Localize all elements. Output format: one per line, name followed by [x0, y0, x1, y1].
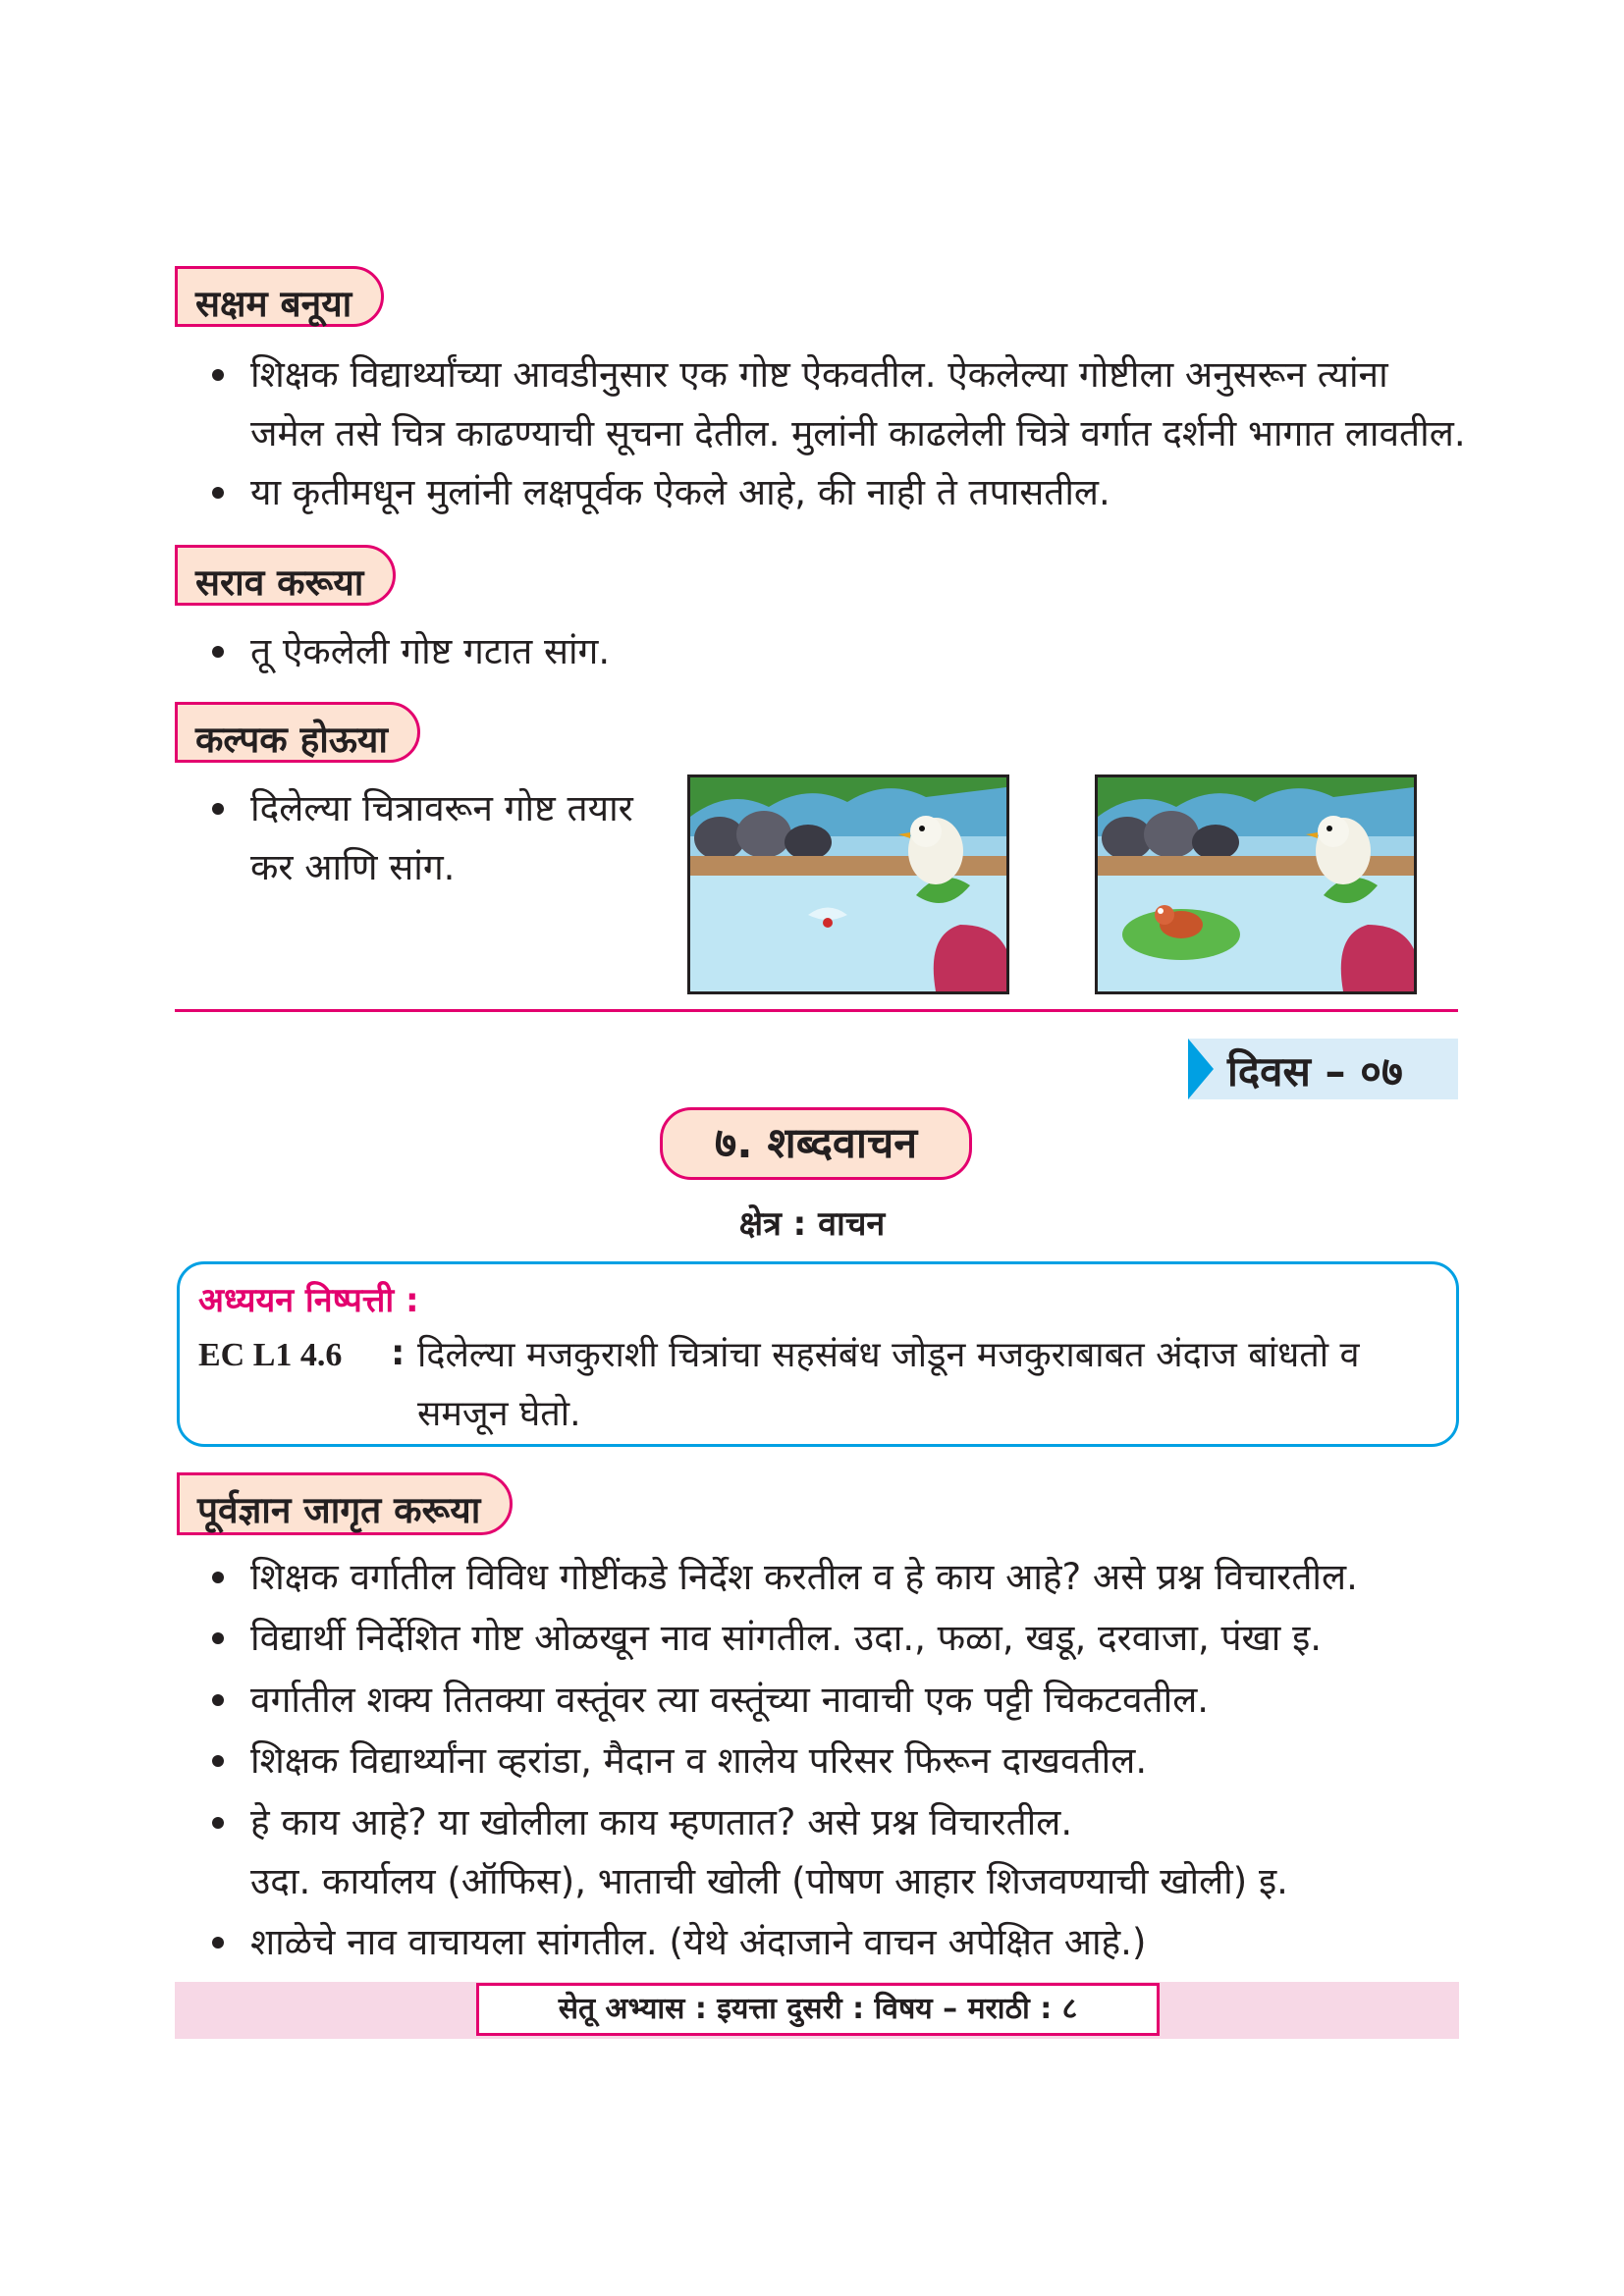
section-heading-purvadnyan: पूर्वज्ञान जागृत करूया	[177, 1472, 513, 1535]
bullet-dot	[212, 803, 224, 815]
day-badge-label: दिवस – ०७	[1227, 1047, 1403, 1095]
outcome-text-line1: दिलेल्या मजकुराशी चित्रांचा सहसंबंध जोडून मजकुराबाबत अंदाज बांधतो व	[417, 1335, 1360, 1375]
section4-bullet4: शिक्षक विद्यार्थ्यांना व्हरांडा, मैदान व शालेय परिसर फिरून दाखवतील.	[250, 1739, 1148, 1782]
section1-bullet1-line2: जमेल तसे चित्र काढण्याची सूचना देतील. मुलांनी काढलेली चित्रे वर्गात दर्शनी भागात लावतील.	[250, 412, 1466, 454]
section4-bullet6: शाळेचे नाव वाचायला सांगतील. (येथे अंदाजाने वाचन अपेक्षित आहे.)	[250, 1921, 1147, 1963]
section1-bullet1-line1: शिक्षक विद्यार्थ्यांच्या आवडीनुसार एक गोष्ट ऐकवतील. ऐकलेल्या गोष्टीला अनुसरून त्यांना	[250, 353, 1388, 396]
story-picture-ant-on-leaf	[1095, 774, 1417, 994]
bullet-dot	[212, 369, 224, 381]
section-heading-saksham: सक्षम बनूया	[175, 266, 384, 327]
bullet-dot	[212, 1937, 224, 1949]
story-picture-bird-and-ant-in-water	[687, 774, 1009, 994]
footer-label: सेतू अभ्यास : इयत्ता दुसरी : विषय – मराठी : ८	[476, 1983, 1160, 2036]
bullet-dot	[212, 646, 224, 658]
section3-bullet1-line2: कर आणि सांग.	[250, 846, 456, 888]
bullet-dot	[212, 1632, 224, 1644]
bullet-dot	[212, 1755, 224, 1767]
outcome-code: EC L1 4.6	[198, 1337, 343, 1373]
section4-bullet3: वर्गातील शक्य तितक्या वस्तूंवर त्या वस्तूंच्या नावाची एक पट्टी चिकटवतील.	[250, 1679, 1210, 1721]
section3-bullet1-line1: दिलेल्या चित्रावरून गोष्ट तयार	[250, 787, 633, 829]
outcome-text-line2: समजून घेतो.	[417, 1394, 581, 1434]
section4-bullet2: विद्यार्थी निर्देशित गोष्ट ओळखून नाव सांगतील. उदा., फळा, खडू, दरवाजा, पंखा इ.	[250, 1617, 1323, 1659]
chapter-title: ७. शब्दवाचन	[660, 1107, 972, 1180]
bullet-dot	[212, 1572, 224, 1583]
section-heading-sarav: सराव करूया	[175, 545, 396, 606]
bullet-dot	[212, 1817, 224, 1829]
day-badge-arrow-icon	[1188, 1039, 1214, 1099]
bullet-dot	[212, 1694, 224, 1706]
bullet-dot	[212, 487, 224, 499]
section1-bullet2: या कृतीमधून मुलांनी लक्षपूर्वक ऐकले आहे, की नाही ते तपासतील.	[250, 471, 1110, 513]
section-heading-kalpak: कल्पक होऊया	[175, 702, 420, 763]
section4-bullet1: शिक्षक वर्गातील विविध गोष्टींकडे निर्देश करतील व हे काय आहे? असे प्रश्न विचारतील.	[250, 1556, 1358, 1598]
learning-outcome-heading: अध्ययन निष्पत्ती :	[198, 1281, 419, 1320]
section4-bullet5-line1: हे काय आहे? या खोलीला काय म्हणतात? असे प्रश्न विचारतील.	[250, 1801, 1073, 1843]
section4-bullet5-line2: उदा. कार्यालय (ऑफिस), भाताची खोली (पोषण आहार शिजवण्याची खोली) इ.	[250, 1860, 1288, 1902]
chapter-area: क्षेत्र : वाचन	[738, 1204, 886, 1244]
section-divider	[175, 1009, 1458, 1012]
outcome-colon: :	[391, 1333, 406, 1373]
section2-bullet1: तू ऐकलेली गोष्ट गटात सांग.	[250, 630, 611, 672]
